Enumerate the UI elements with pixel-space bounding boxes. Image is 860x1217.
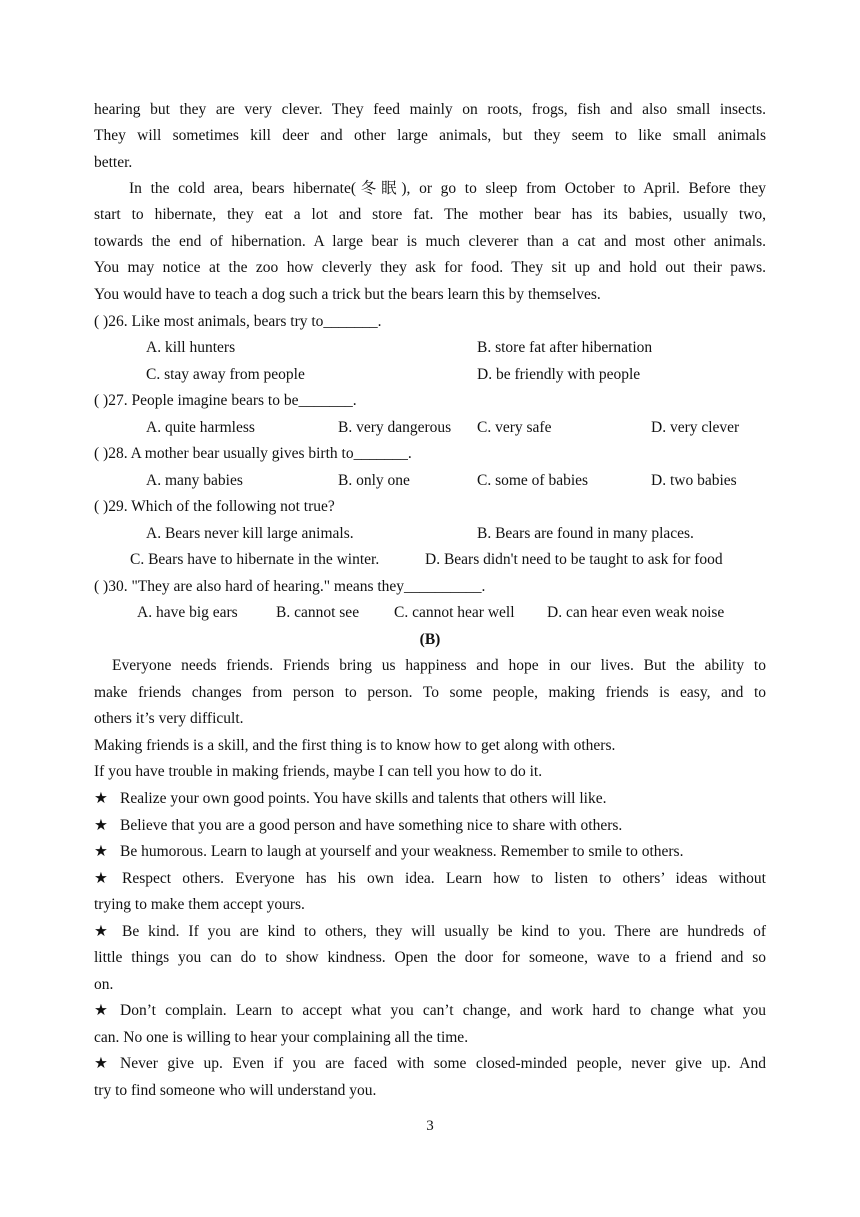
bullet-text: Realize your own good points. You have skills and talents that others will like. [120,790,607,807]
star-icon: ★ [94,817,108,834]
section-b-line: Making friends is a skill, and the first thing is to know how to get along with others. [94,737,616,754]
section-b-line: If you have trouble in making friends, maybe I can tell you how to do it. [94,763,543,780]
question-27-stem: ( )27. People imagine bears to be_______. [94,392,357,409]
passage-a-line: They will sometimes kill deer and other large animals, but they seem to like small animals [94,127,766,144]
section-b-line: make friends changes from person to person. To some people, making friends is easy, and to [94,684,766,701]
bullet-text: Be humorous. Learn to laugh at yourself and your weakness. Remember to smile to others. [120,843,684,860]
question-30-option-c: C. cannot hear well [394,604,515,621]
section-b-line: others it’s very difficult. [94,710,244,727]
question-29-option-c: C. Bears have to hibernate in the winter. [130,551,380,568]
bullet-text: Don’t complain. Learn to accept what you can’t change, and work hard to change what you [120,1002,766,1019]
passage-a-line: In the cold area, bears hibernate(冬眠), or go to sleep from October to April. Before they [129,180,766,197]
question-26-stem: ( )26. Like most animals, bears try to_______. [94,313,382,330]
star-icon: ★ [94,1055,108,1072]
passage-a-line: better. [94,154,133,171]
question-27-option-b: B. very dangerous [338,419,452,436]
question-28-option-c: C. some of babies [477,472,589,489]
page-number: 3 [426,1118,434,1134]
question-29-option-b: B. Bears are found in many places. [477,525,694,542]
bullet-text: Be kind. If you are kind to others, they will usually be kind to you. There are hundreds of [122,923,766,940]
star-icon: ★ [94,790,108,807]
question-27-option-a: A. quite harmless [146,419,255,436]
bullet-item [94,843,683,861]
section-b-heading: (B) [419,631,441,648]
bullet-text-continued: try to find someone who will understand you. [94,1082,377,1099]
question-27-option-d: D. very clever [651,419,740,436]
bullet-item [94,1002,766,1020]
question-26-option-c: C. stay away from people [146,366,305,383]
bullet-text-continued: on. [94,976,114,993]
bullet-item [94,817,622,835]
question-26-option-b: B. store fat after hibernation [477,339,653,356]
section-b-line: Everyone needs friends. Friends bring us happiness and hope in our lives. But the ability to [112,657,766,674]
question-28-stem: ( )28. A mother bear usually gives birth to_______. [94,445,412,462]
question-27-option-c: C. very safe [477,419,552,436]
bullet-item [94,870,766,888]
question-30-option-a: A. have big ears [137,604,238,621]
question-28-option-a: A. many babies [146,472,243,489]
bullet-text: Respect others. Everyone has his own idea. Learn how to listen to others’ ideas without [122,870,766,887]
question-30-stem: ( )30. "They are also hard of hearing." means they__________. [94,578,486,595]
passage-a-line: start to hibernate, they eat a lot and store fat. The mother bear has its babies, usually two, [94,206,766,223]
question-29-option-a: A. Bears never kill large animals. [146,525,354,542]
question-26-option-d: D. be friendly with people [477,366,641,383]
star-icon: ★ [94,1002,108,1019]
passage-a-line: You would have to teach a dog such a trick but the bears learn this by themselves. [94,286,601,303]
bullet-item [94,790,606,808]
question-26-option-a: A. kill hunters [146,339,236,356]
question-29-option-d: D. Bears didn't need to be taught to ask for food [425,551,723,568]
passage-a-line: towards the end of hibernation. A large bear is much cleverer than a cat and most other animals. [94,233,766,250]
bullet-text-continued: can. No one is willing to hear your complaining all the time. [94,1029,469,1046]
bullet-item [94,1055,766,1073]
question-30-option-b: B. cannot see [276,604,360,621]
question-29-stem: ( )29. Which of the following not true? [94,498,335,515]
bullet-text: Never give up. Even if you are faced with some closed-minded people, never give up. And [120,1055,766,1072]
star-icon: ★ [94,923,108,940]
bullet-text-continued: trying to make them accept yours. [94,896,305,913]
star-icon: ★ [94,843,108,860]
bullet-text: Believe that you are a good person and have something nice to share with others. [120,817,623,834]
star-icon: ★ [94,870,108,887]
question-28-option-d: D. two babies [651,472,737,489]
question-28-option-b: B. only one [338,472,410,489]
bullet-item [94,923,766,941]
passage-a-line: You may notice at the zoo how cleverly they ask for food. They sit up and hold out their paws. [94,259,766,276]
question-30-option-d: D. can hear even weak noise [547,604,725,621]
bullet-text-continued: little things you can do to show kindness. Open the door for someone, wave to a friend and so [94,949,766,966]
passage-a-line: hearing but they are very clever. They feed mainly on roots, frogs, fish and also small insects. [94,101,766,118]
